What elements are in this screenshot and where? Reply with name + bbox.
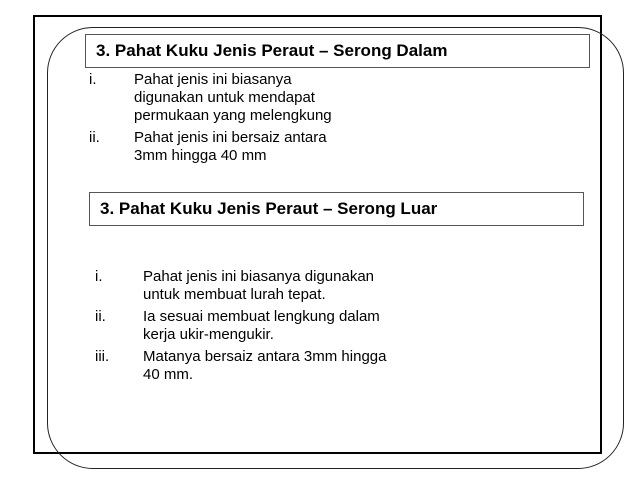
list-item (95, 308, 393, 344)
serong-dalam-list (89, 71, 364, 169)
list-marker: ii. (89, 129, 100, 146)
list-item-text: Ia sesuai membuat lengkung dalam kerja ukir-mengukir. (143, 308, 380, 343)
list-marker: i. (95, 268, 103, 285)
list-item-text: Pahat jenis ini bersaiz antara 3mm hingga 40 mm (134, 129, 327, 164)
section-title-text: 3. Pahat Kuku Jenis Peraut – Serong Dalam (96, 41, 448, 60)
list-item (95, 268, 393, 304)
list-item (89, 129, 364, 165)
list-item (95, 348, 393, 384)
list-marker: iii. (95, 348, 110, 365)
list-item-text: Matanya bersaiz antara 3mm hingga 40 mm. (143, 348, 387, 383)
list-item (89, 71, 364, 125)
section-title-text: 3. Pahat Kuku Jenis Peraut – Serong Luar (100, 199, 438, 218)
section-title-serong-dalam (85, 34, 590, 68)
section-title-serong-luar (89, 192, 584, 226)
list-item-text: Pahat jenis ini biasanya digunakan untuk membuat lurah tepat. (143, 268, 374, 303)
list-marker: i. (89, 71, 97, 88)
list-marker: ii. (95, 308, 106, 325)
serong-luar-list (95, 268, 393, 388)
list-item-text: Pahat jenis ini biasanya digunakan untuk mendapat permukaan yang melengkung (134, 71, 332, 124)
